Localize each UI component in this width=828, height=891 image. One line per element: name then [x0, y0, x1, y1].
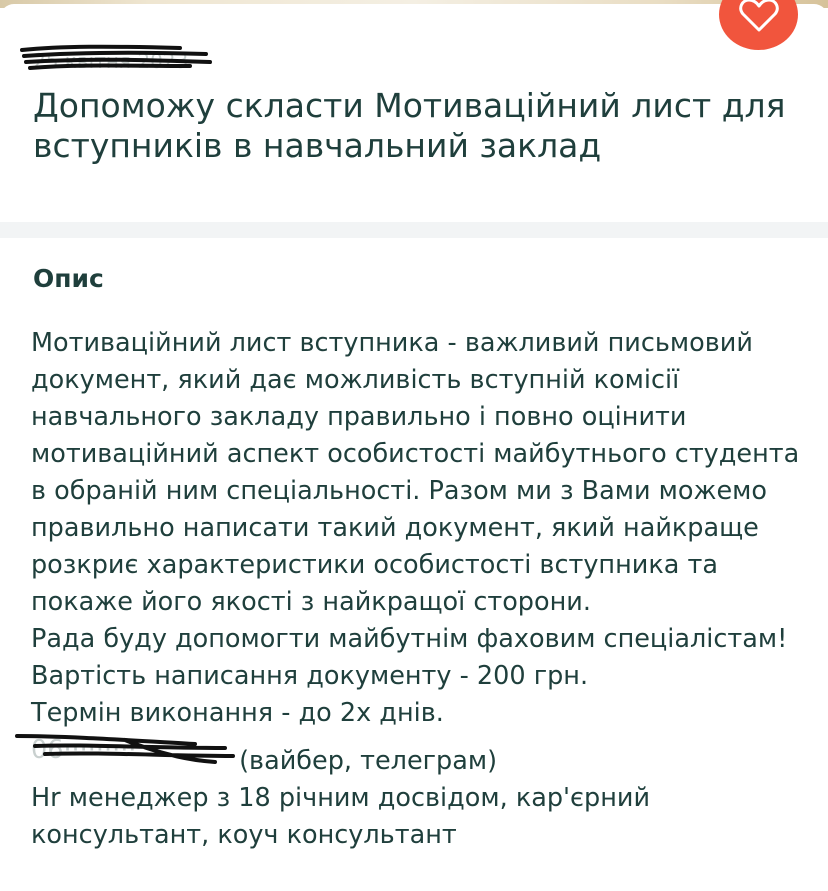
ad-title-line-2: вступників в навчальний заклад	[33, 126, 602, 165]
description-line: документ, який дає можливість вступній комісії	[31, 365, 680, 395]
redaction-scribble	[20, 38, 215, 74]
description-line: Вартість написання документу - 200 грн.	[31, 661, 589, 691]
description-line: Мотиваційний лист вступника - важливий письмовий	[31, 328, 753, 358]
description-line: консультант, коуч консультант	[31, 820, 457, 850]
description-line: Термін виконання - до 2х днів.	[31, 698, 444, 728]
ad-title-line-1: Допоможу скласти Мотиваційний лист для	[33, 86, 786, 125]
ad-title	[33, 86, 793, 166]
masked-phone-number: 06·········	[31, 735, 137, 765]
description-heading: Опис	[33, 264, 104, 293]
description-text	[31, 325, 821, 854]
description-line: Hr менеджер з 18 річним досвідом, кар'єрний	[31, 783, 651, 813]
section-divider	[0, 222, 828, 238]
messenger-note: (вайбер, телеграм)	[239, 746, 498, 776]
description-line: Рада буду допомогти майбутнім фаховим спеціалістам!	[31, 624, 788, 654]
description-line: покаже його якості з найкращої сторони.	[31, 587, 591, 617]
redaction-scribble	[15, 726, 240, 766]
description-line: розкриє характеристики особистості вступника та	[31, 550, 718, 580]
contact-phone-line	[31, 732, 821, 780]
description-line: мотиваційний аспект особистості майбутнього студента	[31, 439, 800, 469]
description-line: правильно написати такий документ, який найкраще	[31, 513, 759, 543]
description-line: навчального закладу правильно і повно оцінити	[31, 402, 687, 432]
heart-outline-icon	[739, 0, 779, 32]
publish-date: 25 квітня 2023	[33, 50, 189, 72]
description-line: в обраній ним спеціальності. Разом ми з Вами можемо	[31, 476, 767, 506]
